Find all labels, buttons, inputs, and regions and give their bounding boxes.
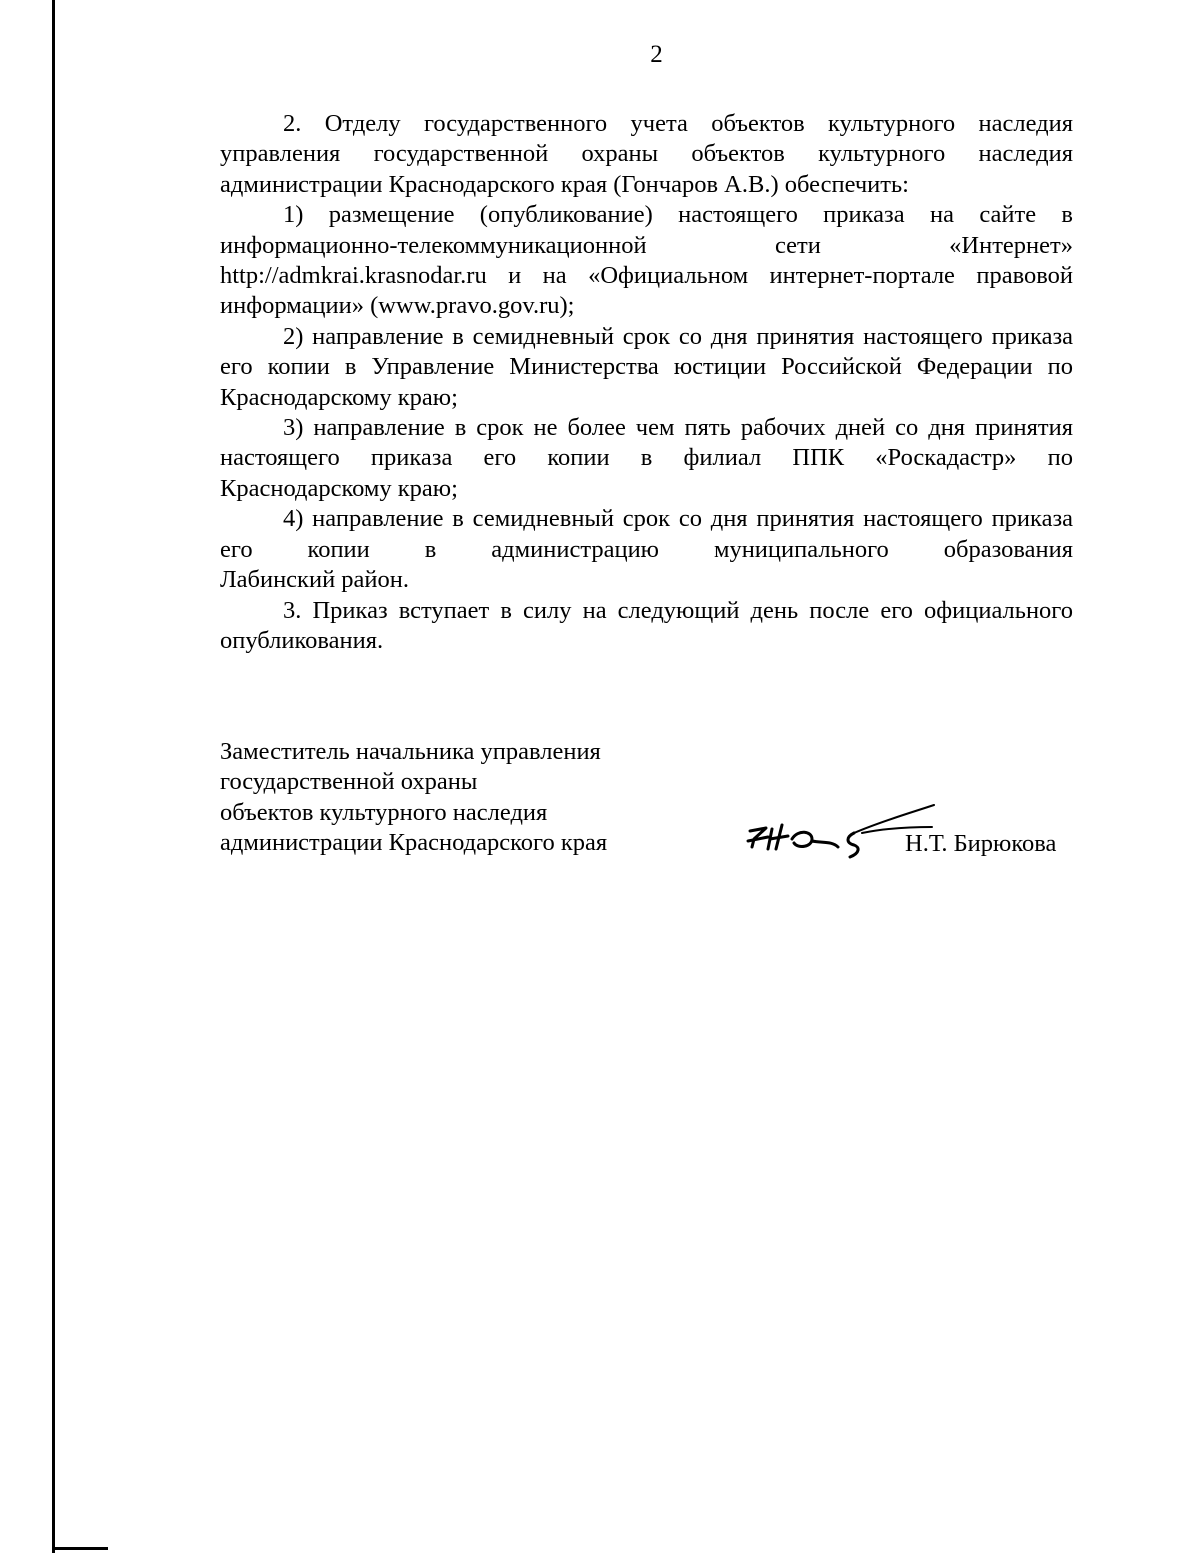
signatory-name: Н.Т. Бирюкова	[905, 830, 1057, 857]
text-line: Краснодарскому краю;	[220, 383, 458, 411]
text-line: управления государственной охраны объектов культурного наследия	[220, 140, 1073, 168]
document-body	[220, 109, 1073, 656]
paragraph-item-2	[220, 109, 1073, 200]
text-line: информации» (www.pravo.gov.ru);	[220, 292, 575, 320]
text-line: Краснодарскому краю;	[220, 474, 458, 502]
text-line: настоящего приказа его копии в филиал ППК «Роскадастр» по	[220, 444, 1073, 472]
text-line: 3. Приказ вступает в силу на следующий день после его официального	[283, 596, 1073, 624]
page-number: 2	[650, 41, 663, 68]
paragraph-subitem-3	[220, 413, 1073, 504]
text-line: 1) размещение (опубликование) настоящего приказа на сайте в	[283, 201, 1073, 229]
text-line: 3) направление в срок не более чем пять рабочих дней со дня принятия	[283, 414, 1073, 442]
scan-border-left	[52, 0, 55, 1553]
text-line: 2. Отделу государственного учета объектов культурного наследия	[283, 110, 1073, 137]
signatory-position-line: государственной охраны	[220, 768, 478, 796]
text-line: его копии в администрацию муниципального образования	[220, 535, 1073, 563]
text-line: администрации Краснодарского края (Гончаров А.В.) обеспечить:	[220, 170, 909, 198]
signatory-position-line: Заместитель начальника управления	[220, 738, 601, 765]
paragraph-subitem-4	[220, 504, 1073, 595]
text-line: информационно-телекоммуникационной сети «Интернет»	[220, 231, 1073, 259]
scan-border-bottom	[52, 1547, 108, 1550]
text-line: 2) направление в семидневный срок со дня принятия настоящего приказа	[283, 322, 1073, 350]
signatory-position-line: объектов культурного наследия	[220, 798, 548, 826]
signatory-position	[220, 737, 607, 859]
signatory-position-line: администрации Краснодарского края	[220, 829, 608, 857]
text-line: Лабинский район.	[220, 566, 410, 594]
text-line: 4) направление в семидневный срок со дня принятия настоящего приказа	[283, 505, 1073, 533]
paragraph-subitem-2	[220, 322, 1073, 413]
paragraph-item-3	[220, 596, 1073, 657]
text-line: http://admkrai.krasnodar.ru и на «Официальном интернет-портале правовой	[220, 262, 1073, 290]
paragraph-subitem-1	[220, 200, 1073, 322]
text-line: его копии в Управление Министерства юстиции Российской Федерации по	[220, 353, 1073, 381]
text-line: опубликования.	[220, 626, 384, 654]
